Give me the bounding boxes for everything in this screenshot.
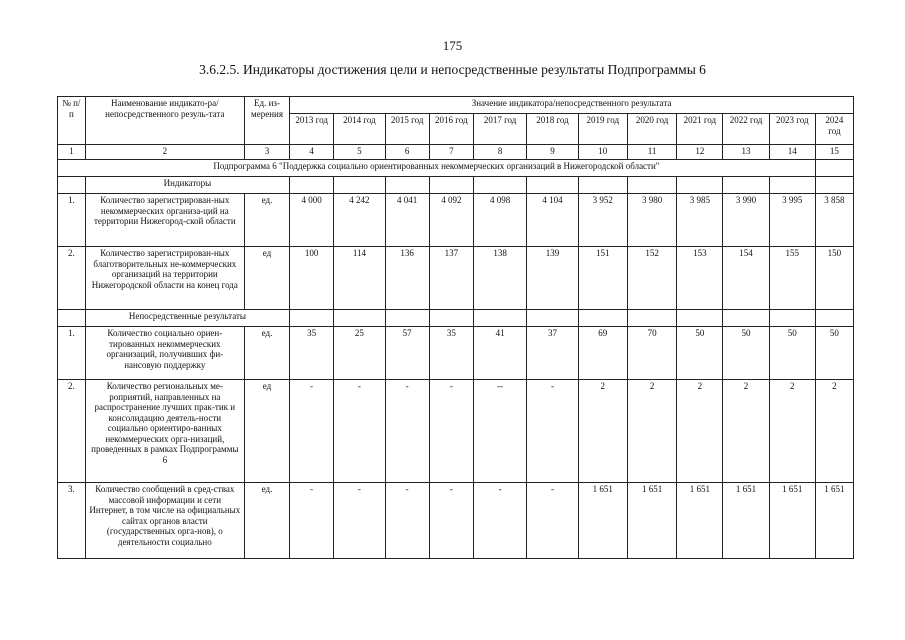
empty-cell bbox=[385, 177, 429, 194]
header-year-cell: 2019 год bbox=[578, 114, 627, 145]
value-cell: 1 651 bbox=[815, 483, 853, 559]
value-cell: 3 980 bbox=[627, 194, 676, 247]
column-number-cell: 9 bbox=[527, 145, 578, 160]
value-cell: 2 bbox=[723, 380, 769, 483]
section-title: Непосредственные результаты bbox=[85, 310, 289, 327]
value-cell: 1 651 bbox=[627, 483, 676, 559]
value-cell: 4 092 bbox=[429, 194, 473, 247]
value-cell: - bbox=[290, 483, 334, 559]
value-cell: 155 bbox=[769, 247, 815, 310]
empty-cell bbox=[429, 177, 473, 194]
table-row bbox=[58, 194, 854, 247]
row-number: 2. bbox=[58, 247, 86, 310]
row-unit: ед. bbox=[244, 327, 289, 380]
value-cell: - bbox=[385, 483, 429, 559]
value-cell: 57 bbox=[385, 327, 429, 380]
value-cell: - bbox=[527, 380, 578, 483]
value-cell: - bbox=[385, 380, 429, 483]
value-cell: 3 952 bbox=[578, 194, 627, 247]
value-cell: 3 858 bbox=[815, 194, 853, 247]
header-values-group: Значение индикатора/непосредственного результата bbox=[290, 97, 854, 114]
value-cell: 50 bbox=[677, 327, 723, 380]
empty-cell bbox=[429, 310, 473, 327]
row-name: Количество зарегистрирован-ных некоммерческих организа-ций на территории Нижегород-ской области bbox=[85, 194, 244, 247]
row-unit: ед bbox=[244, 247, 289, 310]
value-cell: 3 995 bbox=[769, 194, 815, 247]
value-cell: 35 bbox=[290, 327, 334, 380]
value-cell: 4 000 bbox=[290, 194, 334, 247]
value-cell: - bbox=[429, 380, 473, 483]
table-body bbox=[58, 97, 854, 559]
header-num: № п/п bbox=[58, 97, 86, 145]
table-row bbox=[58, 483, 854, 559]
value-cell: 100 bbox=[290, 247, 334, 310]
table-row bbox=[58, 327, 854, 380]
value-cell: 3 990 bbox=[723, 194, 769, 247]
header-year-cell: 2018 год bbox=[527, 114, 578, 145]
row-name: Количество зарегистрирован-ных благотворительных не-коммерческих организаций на территории Нижегородской области на конец года bbox=[85, 247, 244, 310]
value-cell: 69 bbox=[578, 327, 627, 380]
empty-cell bbox=[769, 177, 815, 194]
value-cell: 137 bbox=[429, 247, 473, 310]
empty-cell bbox=[290, 177, 334, 194]
value-cell: 41 bbox=[473, 327, 526, 380]
empty-cell bbox=[334, 310, 385, 327]
program-title: Подпрограмма 6 "Поддержка социально ориентированных некоммерческих организаций в Нижегородской области" bbox=[58, 160, 816, 177]
value-cell: - bbox=[334, 483, 385, 559]
value-cell: 4 041 bbox=[385, 194, 429, 247]
value-cell: 151 bbox=[578, 247, 627, 310]
empty-cell bbox=[723, 177, 769, 194]
header-name: Наименование индикато-ра/непосредственного резуль-тата bbox=[85, 97, 244, 145]
value-cell: 2 bbox=[627, 380, 676, 483]
empty-cell bbox=[677, 177, 723, 194]
value-cell: 4 098 bbox=[473, 194, 526, 247]
header-year-cell: 2023 год bbox=[769, 114, 815, 145]
row-number: 1. bbox=[58, 327, 86, 380]
value-cell: 136 bbox=[385, 247, 429, 310]
value-cell: 70 bbox=[627, 327, 676, 380]
empty-cell bbox=[677, 310, 723, 327]
column-number-cell: 10 bbox=[578, 145, 627, 160]
empty-cell bbox=[815, 160, 853, 177]
empty-cell bbox=[473, 177, 526, 194]
value-cell: 25 bbox=[334, 327, 385, 380]
value-cell: 1 651 bbox=[769, 483, 815, 559]
page-number: 175 bbox=[442, 38, 463, 53]
column-number-cell: 13 bbox=[723, 145, 769, 160]
table-row bbox=[58, 380, 854, 483]
header-year-cell: 2021 год bbox=[677, 114, 723, 145]
empty-cell bbox=[815, 177, 853, 194]
section-heading: 3.6.2.5. Индикаторы достижения цели и непосредственные результаты Подпрограммы 6 bbox=[199, 62, 706, 77]
empty-cell bbox=[627, 310, 676, 327]
row-unit: ед. bbox=[244, 483, 289, 559]
column-number-cell: 7 bbox=[429, 145, 473, 160]
column-number-cell: 5 bbox=[334, 145, 385, 160]
value-cell: 114 bbox=[334, 247, 385, 310]
empty-cell bbox=[815, 310, 853, 327]
header-unit: Ед. из-мерения bbox=[244, 97, 289, 145]
empty-cell bbox=[527, 310, 578, 327]
header-year-cell: 2014 год bbox=[334, 114, 385, 145]
value-cell: - bbox=[473, 483, 526, 559]
value-cell: 4 104 bbox=[527, 194, 578, 247]
row-number: 1. bbox=[58, 194, 86, 247]
column-number-cell: 2 bbox=[85, 145, 244, 160]
empty-cell bbox=[473, 310, 526, 327]
value-cell: 152 bbox=[627, 247, 676, 310]
column-number-cell: 12 bbox=[677, 145, 723, 160]
value-cell: 2 bbox=[815, 380, 853, 483]
row-number: 2. bbox=[58, 380, 86, 483]
value-cell: 138 bbox=[473, 247, 526, 310]
value-cell: - bbox=[527, 483, 578, 559]
value-cell: 2 bbox=[578, 380, 627, 483]
column-number-cell: 8 bbox=[473, 145, 526, 160]
row-name: Количество региональных ме-роприятий, направленных на распространение лучших прак-тик и консолидацию деятель-ности социально ориентиро-ванных некоммерческих орга-низаций, проведенных в рамках Подпрограммы 6 bbox=[85, 380, 244, 483]
value-cell: 50 bbox=[769, 327, 815, 380]
empty-cell bbox=[578, 177, 627, 194]
row-unit: ед bbox=[244, 380, 289, 483]
value-cell: - bbox=[429, 483, 473, 559]
row-unit: ед. bbox=[244, 194, 289, 247]
empty-cell bbox=[58, 310, 86, 327]
empty-cell bbox=[627, 177, 676, 194]
empty-cell bbox=[385, 310, 429, 327]
value-cell: 2 bbox=[769, 380, 815, 483]
column-number-cell: 3 bbox=[244, 145, 289, 160]
empty-cell bbox=[290, 310, 334, 327]
value-cell: 50 bbox=[815, 327, 853, 380]
column-number-cell: 14 bbox=[769, 145, 815, 160]
row-name: Количество социально ориен-тированных некоммерческих организаций, получивших фи-нансовую поддержку bbox=[85, 327, 244, 380]
header-year-cell: 2013 год bbox=[290, 114, 334, 145]
value-cell: 2 bbox=[677, 380, 723, 483]
value-cell: -- bbox=[473, 380, 526, 483]
value-cell: 1 651 bbox=[578, 483, 627, 559]
value-cell: 139 bbox=[527, 247, 578, 310]
header-year-cell: 2015 год bbox=[385, 114, 429, 145]
value-cell: 37 bbox=[527, 327, 578, 380]
empty-cell bbox=[578, 310, 627, 327]
table-row bbox=[58, 247, 854, 310]
header-year-cell: 2017 год bbox=[473, 114, 526, 145]
column-number-cell: 6 bbox=[385, 145, 429, 160]
value-cell: 35 bbox=[429, 327, 473, 380]
column-number-cell: 4 bbox=[290, 145, 334, 160]
empty-cell bbox=[58, 177, 86, 194]
column-number-cell: 1 bbox=[58, 145, 86, 160]
empty-cell bbox=[527, 177, 578, 194]
value-cell: 153 bbox=[677, 247, 723, 310]
header-year-cell: 2022 год bbox=[723, 114, 769, 145]
header-year-cell: 2024 год bbox=[815, 114, 853, 145]
value-cell: 3 985 bbox=[677, 194, 723, 247]
value-cell: 150 bbox=[815, 247, 853, 310]
value-cell: 154 bbox=[723, 247, 769, 310]
column-number-cell: 15 bbox=[815, 145, 853, 160]
value-cell: 50 bbox=[723, 327, 769, 380]
row-name: Количество сообщений в сред-ствах массовой информации и сети Интернет, в том числе на официальных сайтах органов власти (государственных орга-нов), о деятельности социально bbox=[85, 483, 244, 559]
empty-cell bbox=[334, 177, 385, 194]
header-year-cell: 2016 год bbox=[429, 114, 473, 145]
value-cell: 1 651 bbox=[677, 483, 723, 559]
header-row bbox=[58, 97, 854, 114]
value-cell: - bbox=[290, 380, 334, 483]
section-title: Индикаторы bbox=[85, 177, 289, 194]
value-cell: - bbox=[334, 380, 385, 483]
value-cell: 1 651 bbox=[723, 483, 769, 559]
program-row bbox=[58, 160, 854, 177]
indicators-table bbox=[57, 96, 854, 559]
value-cell: 4 242 bbox=[334, 194, 385, 247]
section-row bbox=[58, 177, 854, 194]
column-number-row bbox=[58, 145, 854, 160]
column-number-cell: 11 bbox=[627, 145, 676, 160]
empty-cell bbox=[723, 310, 769, 327]
header-year-cell: 2020 год bbox=[627, 114, 676, 145]
section-row bbox=[58, 310, 854, 327]
empty-cell bbox=[769, 310, 815, 327]
row-number: 3. bbox=[58, 483, 86, 559]
